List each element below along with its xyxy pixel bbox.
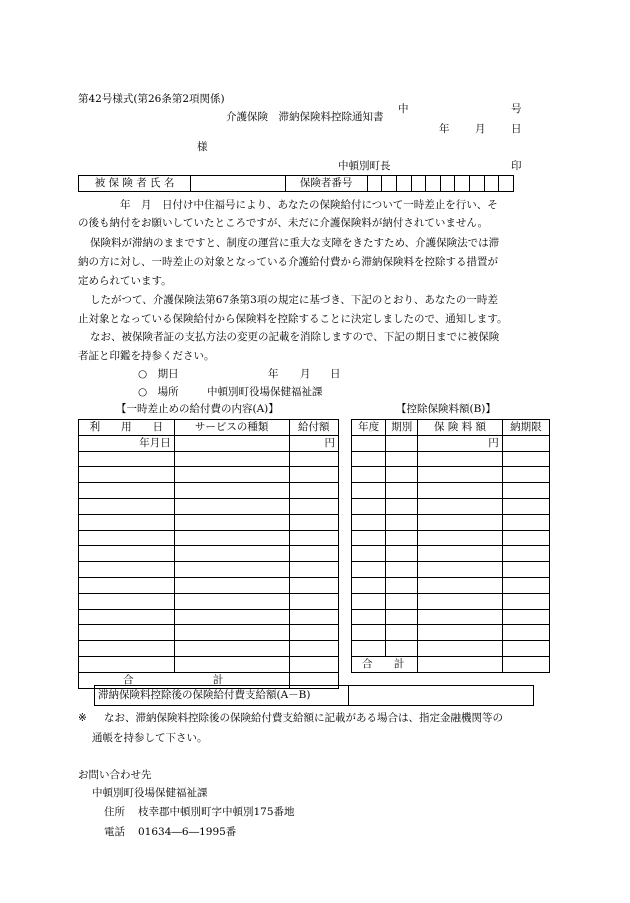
table-b-cell[interactable] xyxy=(502,435,549,451)
table-a-cell[interactable] xyxy=(174,609,289,625)
table-b-sub-yen: 円 xyxy=(418,435,502,451)
table-b-cell[interactable] xyxy=(386,641,418,657)
table-row xyxy=(352,641,550,657)
body-p2-line2: 納の方に対し、一時差止の対象となっている介護給付費から滞納保険料を控除する措置が xyxy=(78,256,498,268)
table-b-cell[interactable] xyxy=(386,435,418,451)
table-b-total-label xyxy=(352,656,418,672)
table-b-cell[interactable] xyxy=(352,593,386,609)
contact-heading: お問い合わせ先 xyxy=(78,769,152,781)
table-a-cell[interactable] xyxy=(289,467,338,483)
table-a-cell[interactable] xyxy=(174,451,289,467)
table-b-header-due: 納期限 xyxy=(502,420,549,436)
table-a-cell[interactable] xyxy=(174,625,289,641)
insurer-number-digit[interactable] xyxy=(367,176,382,192)
table-a-cell[interactable] xyxy=(79,593,175,609)
deadline-label: ○ 期日 xyxy=(138,368,179,380)
table-a-cell[interactable] xyxy=(289,593,338,609)
table-b-cell[interactable] xyxy=(418,483,502,499)
table-row xyxy=(352,546,550,562)
insurer-number-digit[interactable] xyxy=(484,176,499,192)
table-a xyxy=(78,419,339,689)
deadline-year: 年 xyxy=(268,368,279,380)
table-b-cell[interactable] xyxy=(502,483,549,499)
contact-address-label: 住所 xyxy=(104,806,125,818)
table-b-cell[interactable] xyxy=(386,577,418,593)
table-b-cell[interactable] xyxy=(502,451,549,467)
table-b-cell[interactable] xyxy=(418,641,502,657)
contact-phone: 01634―6―1995番 xyxy=(138,826,237,838)
table-row xyxy=(352,530,550,546)
table-b-header-year: 年度 xyxy=(352,420,386,436)
table-a-cell[interactable] xyxy=(79,625,175,641)
date-month: 月 xyxy=(475,123,486,135)
table-a-cell[interactable] xyxy=(79,467,175,483)
table-row xyxy=(79,483,339,499)
table-b-cell[interactable] xyxy=(352,498,386,514)
table-a-cell[interactable] xyxy=(79,562,175,578)
insurer-number-digit[interactable] xyxy=(382,176,397,192)
body-p2-line1: 保険料が滞納のままですと、制度の運営に重大な支障をきたすため、介護保険法では滞 xyxy=(90,237,500,249)
table-a-cell[interactable] xyxy=(79,498,175,514)
table-a-header-service: サービスの種類 xyxy=(174,420,289,436)
table-a-cell[interactable] xyxy=(79,546,175,562)
table-a-cell[interactable] xyxy=(289,625,338,641)
table-a-cell[interactable] xyxy=(289,530,338,546)
table-b-cell[interactable] xyxy=(502,593,549,609)
table-b-cell[interactable] xyxy=(418,609,502,625)
insurer-number-digit[interactable] xyxy=(455,176,470,192)
table-b-cell[interactable] xyxy=(386,467,418,483)
note-line1: なお、滞納保険料控除後の保険給付費支給額に記載がある場合は、指定金融機関等の xyxy=(104,712,503,724)
insurer-number-digit[interactable] xyxy=(470,176,485,192)
document-title: 介護保険 滞納保険料控除通知書 xyxy=(226,111,384,123)
contact-address: 枝幸郡中頓別町字中頓別175番地 xyxy=(138,806,295,818)
table-b-cell[interactable] xyxy=(386,562,418,578)
table-b-cell[interactable] xyxy=(386,483,418,499)
table-a-cell[interactable] xyxy=(289,641,338,657)
table-row xyxy=(352,483,550,499)
table-a-sub-date: 年月日 xyxy=(79,435,175,451)
table-a-cell[interactable] xyxy=(289,546,338,562)
body-p4-line1: なお、被保険者証の支払方法の変更の記載を消除しますので、下記の期日までに被保険 xyxy=(90,331,500,343)
deadline-day: 日 xyxy=(330,368,341,380)
note-mark: ※ xyxy=(78,712,87,724)
table-b-cell[interactable] xyxy=(502,625,549,641)
table-b-cell[interactable] xyxy=(352,451,386,467)
table-b-cell[interactable] xyxy=(386,609,418,625)
table-a-cell[interactable] xyxy=(79,656,175,672)
body-p1-line1: 年 月 日付け中住福号により、あなたの保険給付について一時差止を行い、そ xyxy=(120,199,498,211)
table-a-cell[interactable] xyxy=(79,577,175,593)
table-b-cell[interactable] xyxy=(386,498,418,514)
table-a-cell[interactable] xyxy=(289,656,338,672)
issuer-name: 中頓別町長 xyxy=(338,160,391,172)
table-b xyxy=(351,419,550,673)
table-b-cell[interactable] xyxy=(386,530,418,546)
table-a-sub-yen: 円 xyxy=(289,435,338,451)
net-amount-table xyxy=(94,685,534,706)
table-b-cell[interactable] xyxy=(502,530,549,546)
table-b-cell[interactable] xyxy=(418,530,502,546)
note-line2: 通帳を持参して下さい。 xyxy=(92,732,208,744)
table-b-cell[interactable] xyxy=(418,562,502,578)
table-row xyxy=(79,656,339,672)
table-b-cell[interactable] xyxy=(418,451,502,467)
table-a-cell[interactable] xyxy=(289,498,338,514)
table-b-cell[interactable] xyxy=(502,514,549,530)
net-amount-label: 滞納保険料控除後の保険給付費支給額(A－B) xyxy=(95,686,349,706)
table-b-cell[interactable] xyxy=(502,641,549,657)
table-b-cell[interactable] xyxy=(386,546,418,562)
table-row xyxy=(79,641,339,657)
table-b-cell[interactable] xyxy=(418,593,502,609)
table-b-cell[interactable] xyxy=(386,451,418,467)
table-b-cell[interactable] xyxy=(418,577,502,593)
insured-info-table xyxy=(78,175,514,192)
table-a-total-label-1: 合 xyxy=(123,673,134,686)
table-a-cell[interactable] xyxy=(174,530,289,546)
place-label: ○ 場所 xyxy=(138,386,179,398)
insurer-number-digit[interactable] xyxy=(499,176,514,192)
contact-phone-label: 電話 xyxy=(104,826,125,838)
contact-office: 中頓別町役場保健福祉課 xyxy=(92,787,208,799)
table-row xyxy=(352,467,550,483)
table-b-cell[interactable] xyxy=(418,467,502,483)
table-row xyxy=(79,593,339,609)
table-b-cell[interactable] xyxy=(352,483,386,499)
table-a-cell[interactable] xyxy=(174,514,289,530)
table-b-cell[interactable] xyxy=(352,514,386,530)
insurer-number-digit[interactable] xyxy=(426,176,441,192)
date-year: 年 xyxy=(439,123,450,135)
table-row xyxy=(79,625,339,641)
table-b-cell[interactable] xyxy=(352,609,386,625)
table-b-cell[interactable] xyxy=(418,546,502,562)
table-a-cell[interactable] xyxy=(174,467,289,483)
place-value: 中頓別町役場保健福祉課 xyxy=(207,386,323,398)
table-a-cell[interactable] xyxy=(174,483,289,499)
table-a-cell[interactable] xyxy=(79,451,175,467)
table-b-cell[interactable] xyxy=(352,467,386,483)
table-row xyxy=(352,577,550,593)
insurer-number-digit[interactable] xyxy=(440,176,455,192)
body-p1-line2: の後も納付をお願いしていたところですが、未だに介護保険料が納付されていません。 xyxy=(78,217,489,229)
table-row xyxy=(352,514,550,530)
table-a-cell[interactable] xyxy=(79,609,175,625)
table-a-cell[interactable] xyxy=(79,483,175,499)
table-b-cell[interactable] xyxy=(386,593,418,609)
table-row xyxy=(352,451,550,467)
table-b-cell[interactable] xyxy=(502,562,549,578)
table-a-cell[interactable] xyxy=(174,435,289,451)
table-row xyxy=(352,498,550,514)
table-row xyxy=(79,562,339,578)
table-a-cell[interactable] xyxy=(289,451,338,467)
table-a-cell[interactable] xyxy=(289,609,338,625)
table-a-cell[interactable] xyxy=(174,546,289,562)
document-number-suffix: 号 xyxy=(511,103,522,115)
table-b-cell[interactable] xyxy=(502,467,549,483)
date-day: 日 xyxy=(511,123,522,135)
body-p3-line2: 止対象となっている保険給付から保険料を控除することに決定しましたので、通知します。 xyxy=(78,313,508,325)
table-row xyxy=(79,498,339,514)
table-b-cell[interactable] xyxy=(352,641,386,657)
table-b-cell[interactable] xyxy=(418,625,502,641)
table-b-cell[interactable] xyxy=(386,514,418,530)
table-b-cell[interactable] xyxy=(418,498,502,514)
table-row xyxy=(79,514,339,530)
table-a-total-label-2: 計 xyxy=(212,673,224,686)
table-a-cell[interactable] xyxy=(174,577,289,593)
body-p4-line2: 者証と印鑑を持参ください。 xyxy=(78,350,215,362)
table-a-cell[interactable] xyxy=(174,498,289,514)
table-b-caption: 【控除保険料額(B)】 xyxy=(396,403,496,415)
table-a-cell[interactable] xyxy=(289,577,338,593)
addressee-sama: 様 xyxy=(197,141,208,153)
table-a-cell[interactable] xyxy=(289,562,338,578)
seal-mark: 印 xyxy=(511,160,522,172)
table-a-header-amount: 給付額 xyxy=(289,420,338,436)
table-b-cell[interactable] xyxy=(386,625,418,641)
table-b-cell[interactable] xyxy=(502,498,549,514)
table-row xyxy=(79,451,339,467)
form-number: 第42号様式(第26条第2項関係) xyxy=(78,93,225,105)
table-b-total-label-2: 計 xyxy=(393,657,405,670)
insurer-number-digit[interactable] xyxy=(396,176,411,192)
table-row xyxy=(352,562,550,578)
table-b-cell[interactable] xyxy=(502,656,549,672)
table-row xyxy=(79,577,339,593)
body-p2-line3: 定められています。 xyxy=(78,275,172,287)
table-row xyxy=(79,546,339,562)
net-amount-value[interactable] xyxy=(349,686,534,706)
table-b-cell[interactable] xyxy=(502,609,549,625)
table-a-cell[interactable] xyxy=(289,514,338,530)
table-a-cell[interactable] xyxy=(79,530,175,546)
table-a-cell[interactable] xyxy=(174,562,289,578)
table-b-total-label-1: 合 xyxy=(362,657,373,670)
table-b-cell[interactable] xyxy=(352,562,386,578)
table-b-cell[interactable] xyxy=(352,577,386,593)
table-a-cell[interactable] xyxy=(174,593,289,609)
table-b-cell[interactable] xyxy=(352,625,386,641)
table-b-cell[interactable] xyxy=(352,546,386,562)
table-a-cell[interactable] xyxy=(79,514,175,530)
table-b-cell[interactable] xyxy=(352,530,386,546)
table-row xyxy=(352,625,550,641)
table-b-total-amount[interactable] xyxy=(418,656,502,672)
table-row xyxy=(79,530,339,546)
table-b-cell[interactable] xyxy=(352,435,386,451)
table-a-cell[interactable] xyxy=(79,641,175,657)
document-number-prefix: 中 xyxy=(398,103,409,115)
insurer-number-digit[interactable] xyxy=(411,176,426,192)
table-b-cell[interactable] xyxy=(502,577,549,593)
insured-name-label: 被 保 険 者 氏 名 xyxy=(79,176,191,192)
insurer-number-label: 保険者番号 xyxy=(285,176,367,192)
table-a-cell[interactable] xyxy=(289,483,338,499)
table-b-header-period: 期別 xyxy=(386,420,418,436)
table-b-cell[interactable] xyxy=(502,546,549,562)
body-p3-line1: したがつて、介護保険法第67条第3項の規定に基づき、下記のとおり、あなたの一時差 xyxy=(90,294,498,306)
table-a-caption: 【一時差止めの給付費の内容(A)】 xyxy=(116,403,279,415)
table-row xyxy=(79,609,339,625)
table-a-cell[interactable] xyxy=(174,656,289,672)
insured-name-cell[interactable] xyxy=(191,176,285,192)
table-a-header-date: 利 用 日 xyxy=(79,420,175,436)
table-b-header-premium: 保 険 料 額 xyxy=(418,420,502,436)
table-row xyxy=(352,609,550,625)
table-row xyxy=(352,593,550,609)
table-a-cell[interactable] xyxy=(174,641,289,657)
table-b-cell[interactable] xyxy=(418,514,502,530)
table-row xyxy=(79,467,339,483)
deadline-month: 月 xyxy=(300,368,311,380)
